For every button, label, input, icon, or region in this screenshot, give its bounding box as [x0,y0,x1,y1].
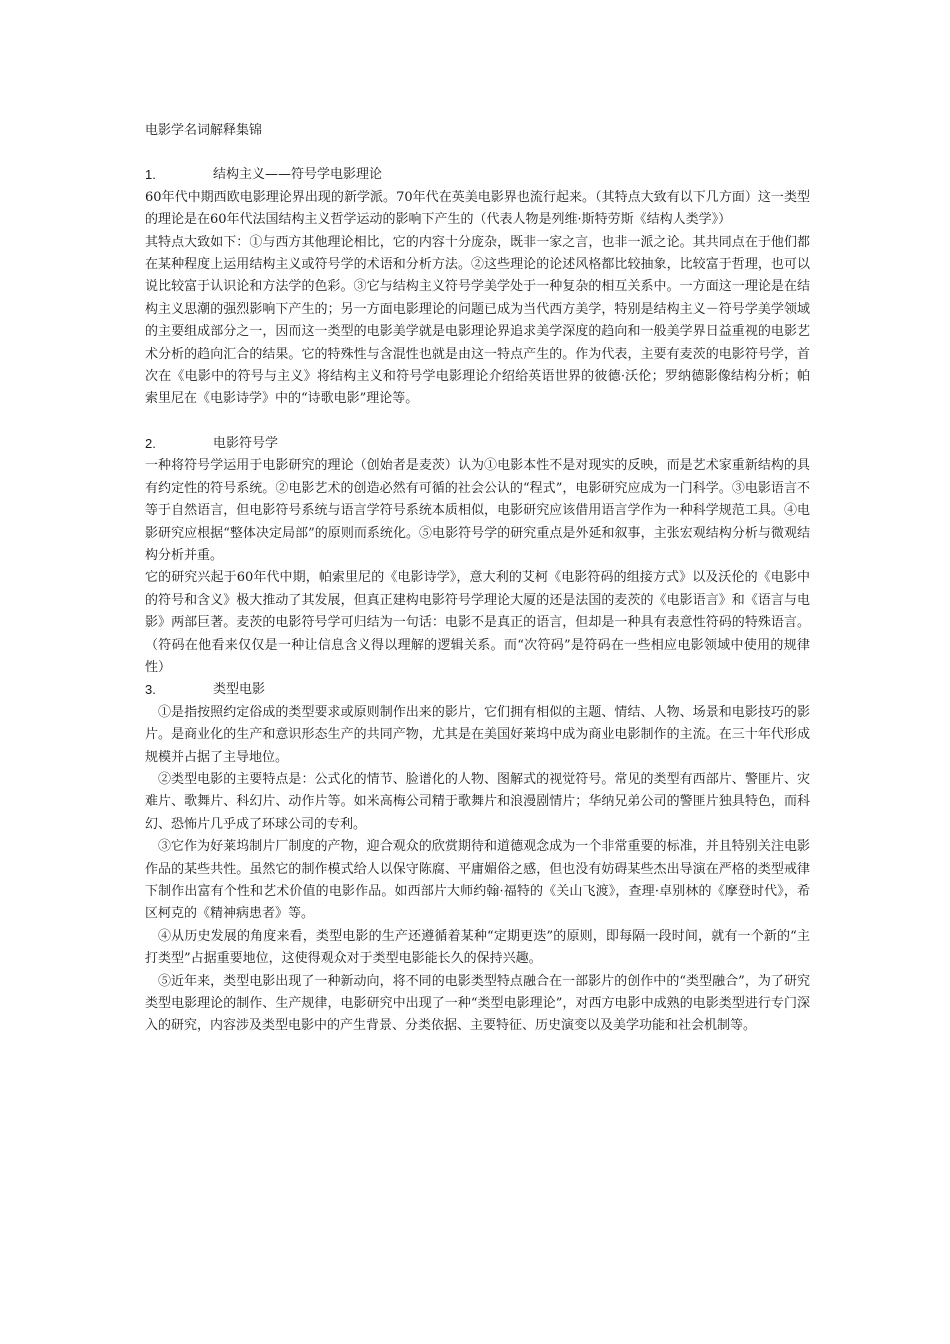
section-number: 1. [145,167,156,183]
paragraph: 一种将符号学运用于电影研究的理论（创始者是麦茨）认为①电影本性不是对现实的反映，而是艺术家重新结构的具有约定性的符号系统。②电影艺术的创造必然有可循的社会公认的“程式”，电影研究应成为一门科学。③电影语言不等于自然语言，但电影符号系统与语言学符号系统本质相似，电影研究应该借用语言学作为一种科学规范工具。④电影研究应根据“整体决定局部”的原则而系统化。⑤电影符号学的研究重点是外延和叙事，主张宏观结构分析与微观结构分析并重。 [145,458,810,563]
paragraph: ①是指按照约定俗成的类型要求或原则制作出来的影片，它们拥有相似的主题、情结、人物、场景和电影技巧的影片。是商业化的生产和意识形态生产的共同产物，尤其是在美国好莱坞中成为商业电影制作的主流。在三十年代形成规模并占据了主导地位。 [145,704,810,765]
section-film-semiotics [145,433,810,679]
section-structuralism [145,164,810,410]
section-number: 2. [145,435,156,451]
paragraph: ⑤近年来，类型电影出现了一种新动向，将不同的电影类型特点融合在一部影片的创作中的“类型融合”，为了研究类型电影理论的制作、生产规律，电影研究中出现了一种“类型电影理论”，对西方电影中成熟的电影类型进行专门深入的研究，内容涉及类型电影中的产生背景、分类依据、主要特征、历史演变以及美学功能和社会机制等。 [145,973,810,1034]
section-title: 结构主义——符号学电影理论 [213,167,383,183]
section-title: 电影符号学 [213,435,279,451]
section-number: 3. [145,682,156,698]
document-page [145,120,810,1038]
paragraph: 60年代中期西欧电影理论界出现的新学派。70年代在英美电影界也流行起来。（其特点大致有以下几方面）这一类型的理论是在60年代法国结构主义哲学运动的影响下产生的（代表人物是列维·斯特劳斯《结构人类学》） [145,189,810,228]
section-title: 类型电影 [213,682,266,698]
paragraph: ④从历史发展的角度来看，类型电影的生产还遵循着某种“定期更迭”的原则，即每隔一段时间，就有一个新的“主打类型”占据重要地位，这使得观众对于类型电影能长久的保持兴趣。 [145,928,810,967]
paragraph: 其特点大致如下：①与西方其他理论相比，它的内容十分庞杂，既非一家之言，也非一派之论。其共同点在于他们都在某种程度上运用结构主义或符号学的术语和分析方法。②这些理论的论述风格都比较抽象，比较富于哲理，也可以说比较富于认识论和方法学的色彩。③它与结构主义符号学美学处于一种复杂的相互关系中。一方面这一理论是在结构主义思潮的强烈影响下产生的；另一方面电影理论的问题已成为当代西方美学，特别是结构主义－符号学美学领域的主要组成部分之一，因而这一类型的电影美学就是电影理论界追求美学深度的趋向和一般美学界日益重视的电影艺术分析的趋向汇合的结果。它的特殊性与含混性也就是由这一特点产生的。作为代表，主要有麦茨的电影符号学，首次在《电影中的符号与主义》将结构主义和符号学电影理论介绍给英语世界的彼德·沃伦；罗纳德影像结构分析；帕索里尼在《电影诗学》中的“诗歌电影”理论等。 [145,234,810,407]
section-heading [145,433,810,455]
paragraph: 它的研究兴起于60年代中期，帕索里尼的《电影诗学》，意大利的艾柯《电影符码的组接方式》以及沃伦的《电影中的符号和含义》极大推动了其发展，但真正建构电影符号学理论大厦的还是法国的麦茨的《电影语言》和《语言与电影》两部巨著。麦茨的电影符号学可归结为一句话：电影不是真正的语言，但却是一种具有表意性符码的特殊语言。（符码在他看来仅仅是一种让信息含义得以理解的逻辑关系。而“次符码”是符码在一些相应电影领域中使用的规律性） [145,570,810,675]
blank-line [145,411,810,433]
section-heading [145,164,810,186]
document-title: 电影学名词解释集锦 [145,123,263,138]
paragraph: ③它作为好莱坞制片厂制度的产物，迎合观众的欣赏期待和道德观念成为一个非常重要的标准，并且特别关注电影作品的某些共性。虽然它的制作模式给人以保守陈腐、平庸媚俗之感，但也没有妨碍某些杰出导演在严格的类型戒律下制作出富有个性和艺术价值的电影作品。如西部片大师约翰·福特的《关山飞渡》，查理·卓别林的《摩登时代》，希区柯克的《精神病患者》等。 [145,839,810,922]
section-heading [145,679,810,701]
paragraph: ②类型电影的主要特点是：公式化的情节、脸谱化的人物、图解式的视觉符号。常见的类型有西部片、警匪片、灾难片、歌舞片、科幻片、动作片等。如米高梅公司精于歌舞片和浪漫剧情片；华纳兄弟公司的警匪片独具特色，而科幻、恐怖片几乎成了环球公司的专利。 [145,771,810,832]
section-genre-film [145,679,810,1038]
